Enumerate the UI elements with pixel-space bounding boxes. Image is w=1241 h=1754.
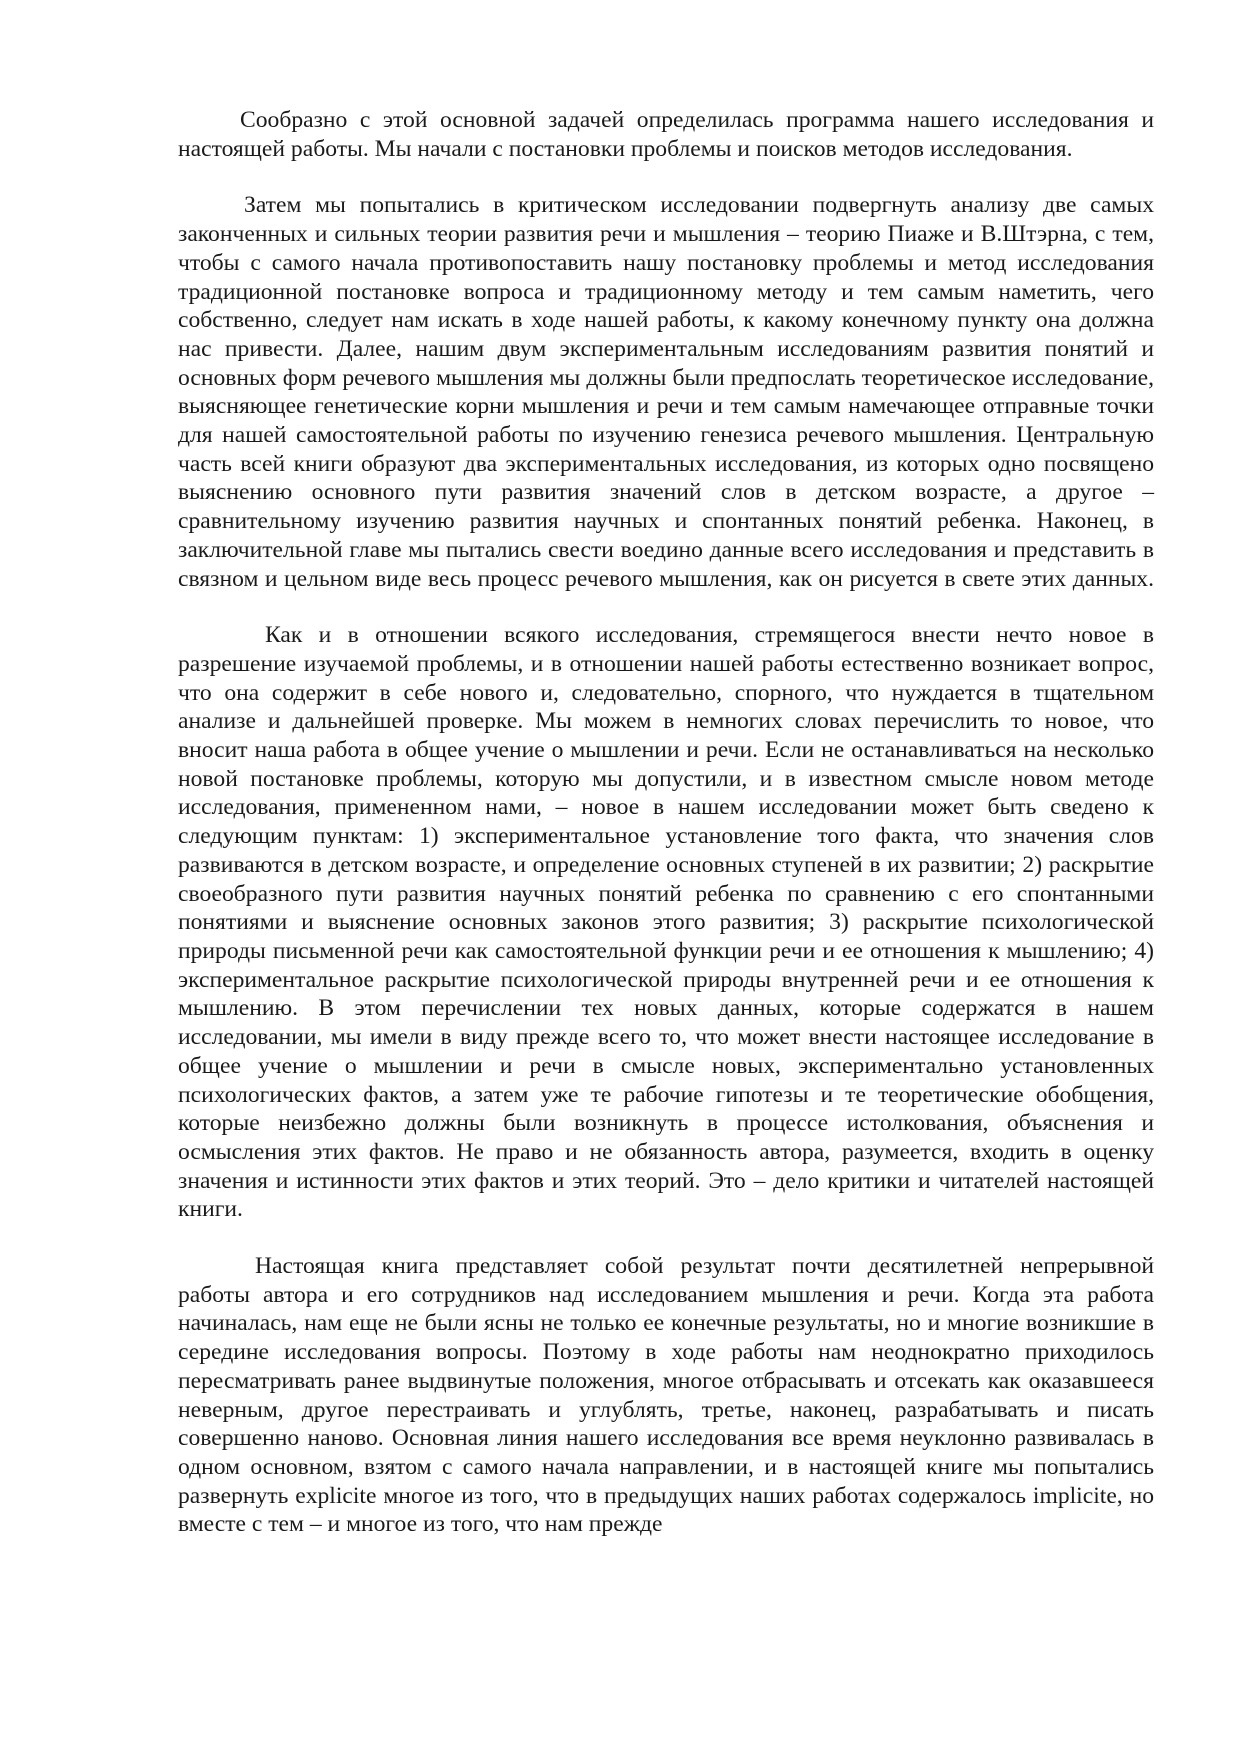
paragraph-novelty: Как и в отношении всякого исследования, стремящегося внести нечто новое в разрешение изучаемой проблемы, и в отношении нашей работы естественно возникает вопрос, что она содержит в себе нового и, следовательно, спорного, что нуждается в тщательном анализе и дальнейшей проверке. Мы можем в немногих словах перечислить то новое, что вносит наша работа в общее учение о мышлении и речи. Если не останавливаться на несколько новой постановке проблемы, которую мы допустили, и в известном смысле новом методе исследования, примененном нами, – новое в нашем исследовании может быть сведено к следующим пунктам: 1) экспериментальное установление того факта, что значения слов развиваются в детском возрасте, и определение основных ступеней в их развитии; 2) раскрытие своеобразного пути развития научных понятий ребенка по сравнению с его спонтанными понятиями и выяснение основных законов этого развития; 3) раскрытие психологической природы письменной речи как самостоятельной функции речи и ее отношения к мышлению; 4) экспериментальное раскрытие психологической природы внутренней речи и ее отношения к мышлению. В этом перечислении тех новых данных, которые содержатся в нашем исследовании, мы имели в виду прежде всего то, что может внести настоящее исследование в общее учение о мышлении и речи в смысле новых, экспериментально установленных психологических фактов, а затем уже те рабочие гипотезы и те теоретические обобщения, которые неизбежно должны были возникнуть в процессе истолкования, объяснения и осмысления этих фактов. Не право и не обязанность автора, разумеется, входить в оценку значения и истинности этих фактов и этих теорий. Это – дело критики и читателей настоящей книги. <box>178 622 1154 1223</box>
paragraph-critical-study: Затем мы попытались в критическом исследовании подвергнуть анализу две самых законченных и сильных теории развития речи и мышления – теорию Пиаже и В.Штэрна, с тем, чтобы с самого начала противопоставить нашу постановку проблемы и метод исследования традиционной постановке вопроса и традиционному методу и тем самым наметить, чего собственно, следует нам искать в ходе нашей работы, к какому конечному пункту она должна нас привести. Далее, нашим двум экспериментальным исследованиям развития понятий и основных форм речевого мышления мы должны были предпослать теоретическое исследование, выясняющее генетические корни мышления и речи и тем самым намечающее отправные точки для нашей самостоятельной работы по изучению генезиса речевого мышления. Центральную часть всей книги образуют два экспериментальных исследования, из которых одно посвящено выяснению основного пути развития значений слов в детском возрасте, а другое – сравнительному изучению развития научных и спонтанных понятий ребенка. Наконец, в заключительной главе мы пытались свести воедино данные всего исследования и представить в связном и цельном виде весь процесс речевого мышления, как он рисуется в свете этих данных. <box>178 192 1154 592</box>
paragraph-book-history: Настоящая книга представляет собой результат почти десятилетней непрерывной работы автора и его сотрудников над исследованием мышления и речи. Когда эта работа начиналась, нам еще не были ясны не только ее конечные результаты, но и многие возникшие в середине исследования вопросы. Поэтому в ходе работы нам неоднократно приходилось пересматривать ранее выдвинутые положения, многое отбрасывать и отсекать как оказавшееся неверным, другое перестраивать и углублять, третье, наконец, разрабатывать и писать совершенно наново. Основная линия нашего исследования все время неуклонно развивалась в одном основном, взятом с самого начала направлении, и в настоящей книге мы попытались развернуть explicite многое из того, что в предыдущих наших работах содержалось implicite, но вместе с тем – и многое из того, что нам прежде <box>178 1253 1154 1538</box>
paragraph-program: Сообразно с этой основной задачей определилась программа нашего исследования и настоящей работы. Мы начали с постановки проблемы и поисков методов исследования. <box>178 107 1154 162</box>
document-page <box>178 106 1154 1539</box>
